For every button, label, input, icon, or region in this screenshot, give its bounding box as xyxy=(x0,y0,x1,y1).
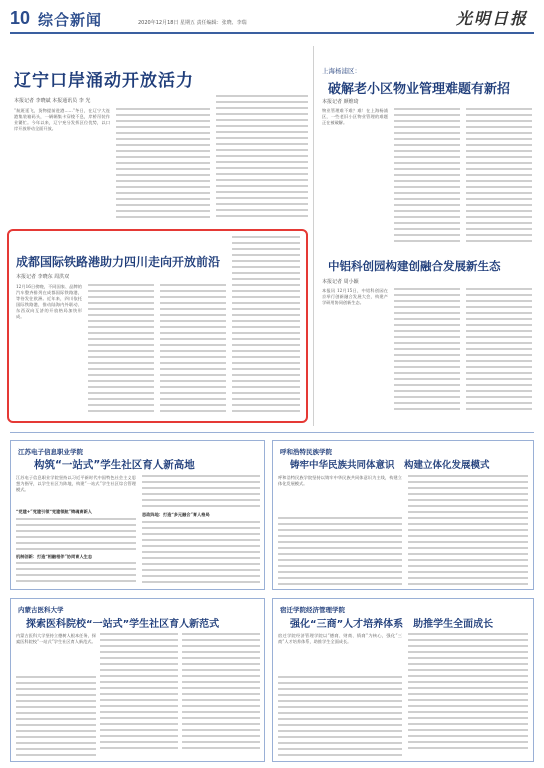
zhongyin-byline: 本报记者 周小颖 xyxy=(322,279,359,285)
jiangsu-sub1: “党建+”党建引领“党建领航”铸魂育新人 xyxy=(16,509,92,514)
zhongyin-lead: 本报讯 12月15日，中铝科创园在京举行创新融合发展大会，构建产学研用协同创新生态。 xyxy=(322,288,388,305)
neimeng-body-col1 xyxy=(16,676,96,760)
jiangsu-sub3: 思政阵地：打造“多元融合”育人格局 xyxy=(142,512,210,517)
jiangsu-school: 江苏电子信息职业学院 xyxy=(18,448,83,456)
liaoning-title[interactable]: 辽宁口岸涌动开放活力 xyxy=(14,71,194,91)
chengdu-body-col2 xyxy=(88,284,154,416)
liaoning-body-col3 xyxy=(216,95,308,221)
zhongyin-body-col2 xyxy=(394,288,460,414)
chengdu-byline: 本报记者 李晓东 周洪双 xyxy=(16,274,70,280)
liaoning-byline: 本报记者 李晓斌 本报通讯员 李 光 xyxy=(14,98,91,104)
shanghai-title[interactable]: 破解老小区物业管理难题有新招 xyxy=(328,82,511,97)
shanghai-body-col3 xyxy=(466,108,532,246)
page-number: 10 xyxy=(10,8,31,28)
suqian-body-col2 xyxy=(408,633,528,753)
neimeng-body-col2 xyxy=(100,633,178,753)
chengdu-title[interactable]: 成都国际铁路港助力四川走向开放前沿 xyxy=(16,255,221,269)
jiangsu-body-col2b xyxy=(142,521,260,587)
newspaper-logo: 光明日报 xyxy=(455,9,528,28)
zhongyin-body-col3 xyxy=(466,288,532,414)
shanghai-lead: 物业管理难不难？难！在上海杨浦区，一些老旧小区物业管理的难题正在被破解。 xyxy=(322,108,388,125)
jiangsu-body-col1b xyxy=(16,562,136,586)
jiangsu-body-col2 xyxy=(142,475,260,511)
suqian-body-col1 xyxy=(278,676,402,760)
jiangsu-body-col1 xyxy=(16,518,136,554)
neimeng-title[interactable]: 探索医科院校“一站式”学生社区育人新范式 xyxy=(26,619,220,630)
shanghai-kicker: 上海杨浦区： xyxy=(322,67,361,75)
column-rule xyxy=(313,46,314,426)
chengdu-body-col3 xyxy=(160,284,226,416)
shanghai-byline: 本报记者 颜维琦 xyxy=(322,99,359,105)
huhe-lead: 呼和浩特民族学院坚持以铸牢中华民族共同体意识为主线，构建立体化发展模式。 xyxy=(278,475,402,486)
jiangsu-title[interactable]: 构筑“一站式”学生社区育人新高地 xyxy=(34,459,195,471)
liaoning-body-col2 xyxy=(116,108,210,222)
suqian-title[interactable]: 强化“三商”人才培养体系 助推学生全面成长 xyxy=(290,619,494,630)
section-rule xyxy=(10,432,534,433)
page-header xyxy=(10,6,534,34)
section-title: 综合新闻 xyxy=(38,11,103,29)
neimeng-school: 内蒙古医科大学 xyxy=(18,606,64,614)
huhe-title[interactable]: 铸牢中华民族共同体意识 构建立体化发展模式 xyxy=(290,460,490,471)
suqian-school: 宿迁学院经济管理学院 xyxy=(280,606,345,614)
jiangsu-sub2: 机制创新：打造“相融相伴”协同育人生态 xyxy=(16,554,93,559)
jiangsu-lead: 江苏电子信息职业学院坚持以习近平新时代中国特色社会主义思想为指导，以学生社区为阵地，构建“一站式”学生社区综合管理模式。 xyxy=(16,475,136,492)
shanghai-body-col2 xyxy=(394,108,460,246)
liaoning-lead: “航班延飞，货物提前进港……”冬日，在辽宁大连港集装箱码头，一辆辆集卡穿梭不息，岸桥吊装作业繁忙。今年以来，辽宁充分发挥区位优势，以口岸开放带动全面开放。 xyxy=(14,108,110,131)
neimeng-lead: 内蒙古医科大学坚持立德树人根本任务，探索医科院校“一站式”学生社区育人新范式。 xyxy=(16,633,96,644)
huhe-body-col2 xyxy=(408,475,528,589)
neimeng-body-col3 xyxy=(182,633,260,753)
huhe-body-col1 xyxy=(278,517,402,589)
chengdu-lead: 12月16日傍晚，不同国家、品牌的汽车整齐排列在成都国际铁路港，等待发往欧洲。近年来，四川依托国际铁路港，推动陆海内外联动、东西双向互济的开放格局加快形成。 xyxy=(16,284,82,319)
suqian-lead: 宿迁学院经济管理学院以“德商、财商、情商”为核心，强化“三商”人才培养体系，助推学生全面成长。 xyxy=(278,633,402,644)
chengdu-body-col4 xyxy=(232,236,300,416)
zhongyin-title[interactable]: 中铝科创园构建创融合发展新生态 xyxy=(328,259,501,273)
huhe-school: 呼和浩特民族学院 xyxy=(280,448,332,456)
issue-meta: 2020年12月18日 星期五 责任编辑：张晓、李瑞 xyxy=(138,20,247,26)
